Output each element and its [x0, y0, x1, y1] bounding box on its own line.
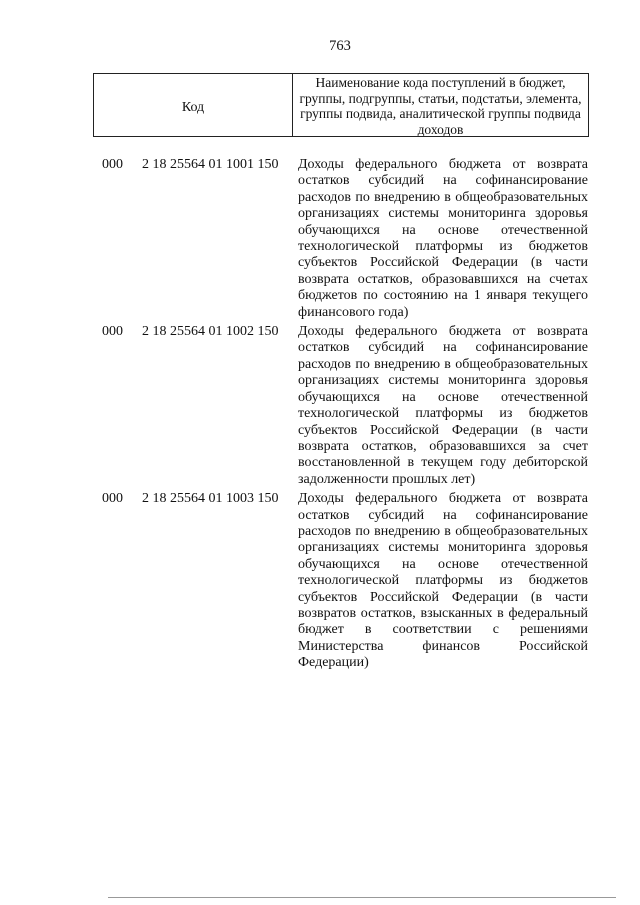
record-description: Доходы федерального бюджета от возврата остатков субсидий на софинансирование расходов по внедрению в общеобразовательных организациях системы мониторинга здоровья обучающихся на основе отечественной технологической платформы из бюджетов субъектов Российской Федерации (в части возврата остатков, образовавшихся за счет восстановленной в текущем году дебиторской задолженности прошлых лет) — [298, 324, 588, 487]
table-header — [93, 73, 589, 137]
record-prefix: 000 — [102, 324, 123, 340]
header-code-column: Код — [94, 74, 293, 136]
record-description: Доходы федерального бюджета от возврата остатков субсидий на софинансирование расходов по внедрению в общеобразовательных организациях системы мониторинга здоровья обучающихся на основе отечественной технологической платформы из бюджетов субъектов Российской Федерации (в части возврата остатков, образовавшихся на счетах бюджетов по состоянию на 1 января текущего финансового года) — [298, 157, 588, 320]
footer-divider — [108, 897, 616, 898]
record-row — [0, 324, 640, 488]
record-description: Доходы федерального бюджета от возврата остатков субсидий на софинансирование расходов по внедрению в общеобразовательных организациях системы мониторинга здоровья обучающихся на основе отечественной технологической платформы из бюджетов субъектов Российской Федерации (в части возвратов остатков, взысканных в федеральный бюджет в соответствии с решениями Министерства финансов Российской Федерации) — [298, 491, 588, 671]
record-row — [0, 491, 640, 671]
page-number: 763 — [329, 38, 351, 54]
record-code: 2 18 25564 01 1001 150 — [142, 157, 279, 172]
records-list — [0, 157, 640, 675]
record-prefix: 000 — [102, 157, 123, 172]
record-prefix: 000 — [102, 491, 123, 507]
record-row — [0, 157, 640, 321]
record-code: 2 18 25564 01 1003 150 — [142, 491, 279, 507]
record-code: 2 18 25564 01 1002 150 — [142, 324, 279, 340]
header-name-column: Наименование кода поступлений в бюджет, группы, подгруппы, статьи, подстатьи, элемента, группы подвида, аналитической группы подвида доходов — [299, 75, 582, 136]
